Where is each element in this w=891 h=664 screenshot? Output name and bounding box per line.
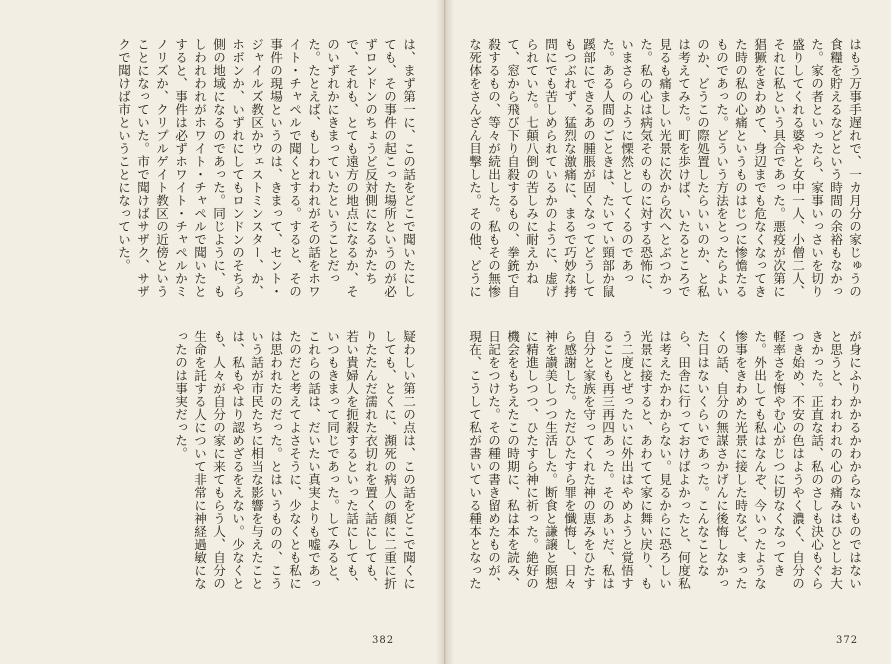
right-page — [446, 0, 891, 664]
left-page-upper-text: は、まず第一に、この話をどこで聞いたにしても、その事件の起こった場所というのが必ずロンドンのちょうど反対側になるかたちで、それも、とても遠方の地点になるか、そのいずれかにきまっていたということだった。たとえば、もしわれわれがその話をホワイト・チャペルで聞くとする。すると、その事件の現場というのは、きまって、セント・ジャイルズ教区かウェストミンスター、か、ホボンか、いずれにしてもロンドンのそちら側の地域になるのであった。同じように、もしわれわれがホワイト・チャペルで聞いたとすると、事件は必ずホワイト・チャペルかミノリズか、クリプルゲイト教区の近傍ということになっていた。市で聞けばサザク、サザクで聞けば市ということになっていた。 — [116, 38, 416, 298]
right-page-lower-text: が身にふりかかるかわからないものではないと思うと、われわれの心の痛みはひとしお大きかった。正直な話、私のさしも決心もぐらつき始め、不安の色はようやく濃く、自分の軽率さを悔やむ心がじつに切なくなってきた。外出しても私はなんぞ、今いったような惨事をきわめた光景に接した時など、まったくの話、自分の無謀さかげんに後悔しなかった日はないくらいであった。こんなことなら、田舎に行っておけばよかったと、何度私は考えたかわからない。見るからに恐ろしい光景に接すると、あわてて家に舞い戻り、もう二度とぜったいに外出はやめようと覚悟することも再三再四あった。そのあいだ、私は自分と家族を守ってくれた神の恵みをひたすら感謝した。ただひたすら罪を懺悔し、日々神を讃美しつつ生活した。断食と謙譲と瞑想に精進しつつ、ひたすら神に祈った。絶好の機会をもちえたこの時期に、私は本を読み、日記をつけた。その種の書き留めたものが、現在、こうして私が書いている種本となった — [467, 330, 862, 590]
right-page-upper-text: はもう万事手遅れで、一カ月分の家じゅうの食糧を貯えるなどという時間の余裕もなかった。家の者といったら、家事いっさいを切り盛りしてくれる婆やと女中一人、小僧二人、それに私という具合であった。悪疫が次第に猖獗をきわめて、身辺までも危なくなってきた時の私の心痛というものはじつに惨憺たるものであった。どういう方法をとったらよいのか、どうこの際処置したらいいのか、と私は考えてみた。町を歩けば、いたるところで見るも痛ましい光景に次から次へとぶつかった。私の心は病気そのものに対する恐怖に、いまさらのように慄然としてくるのであった。ある人間のごときは、たいてい頸部か鼠蹊部にできるあの腫脹が固くなってどうしてもつぶれず、猛烈な激痛に、まるで巧妙な拷問にでも苦しめられているかのように、虚げられていた。七顛八倒の苦しみに耐えかねて、窓から飛び下り自殺するもの、拳銃で自殺するもの、等々が続出した。私もその無惨な死体をさんざん目撃した。その他、どうに — [467, 38, 862, 298]
left-page-lower-text: 疑わしい第二の点は、この話をどこで聞くにしても、とくに、瀕死の病人の顔に二重に折りたたんだ濡れた衣切れを置く話にしても、若い貴婦人を扼殺するといった話にしても、いつもきまって同じであった。してみると、これらの話は、だいたい真実よりも嘘であったのだと考えてよさそうに、少なくとも私には思われたのだった。とはいうものの、こういう話が市民たちに相当な影響を与えたことは、私もやはり認めざるをえない。少なくとも、人々が自分の家に来てもらう人、自分の生命を託する人について非常に神経過敏になったのは事実だった。 — [173, 330, 416, 590]
left-page — [0, 0, 445, 664]
left-page-number: 382 — [372, 635, 395, 646]
book-gutter — [436, 0, 454, 664]
right-page-number: 372 — [836, 635, 859, 646]
